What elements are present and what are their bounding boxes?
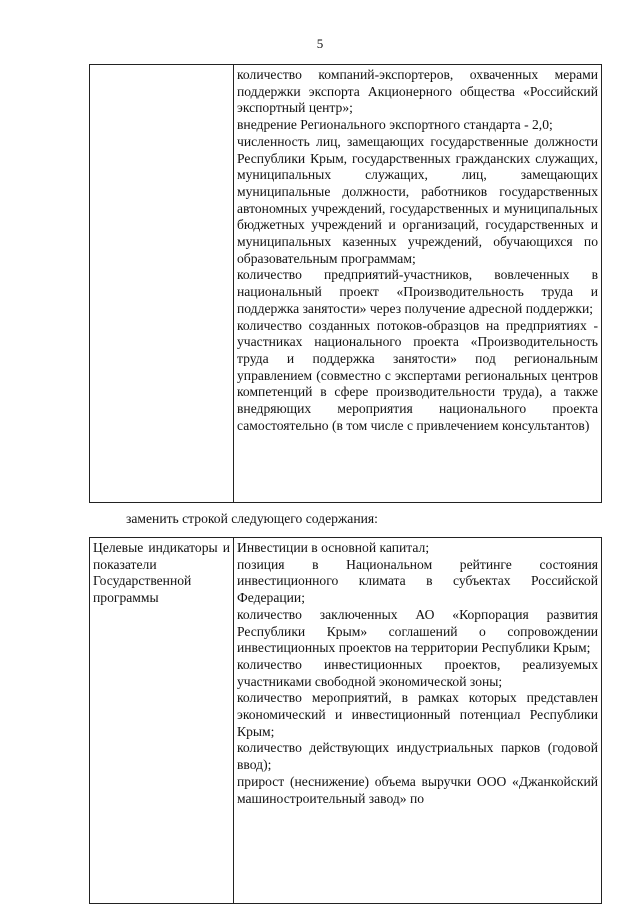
list-item: численность лиц, замещающих государственные должности Республики Крым, государственных гражданских служащих, муниципальных служащих, лиц, замещающих муниципальные должности, работников государственных автономных учреждений, государственных и муниципальных бюджетных учреждений и организаций, государственных и муниципальных казенных учреждений, обучающихся по образовательным программам;: [237, 133, 598, 266]
list-item: Инвестиции в основной капитал;: [237, 540, 430, 555]
replacement-statement: заменить строкой следующего содержания:: [126, 511, 378, 526]
list-item: количество мероприятий, в рамках которых представлен экономический и инвестиционный потенциал Республики Крым;: [237, 690, 598, 739]
list-item: количество компаний-экспортеров, охваченных мерами поддержки экспорта Акционерного общества «Российский экспортный центр»;: [237, 67, 598, 116]
table-row: [90, 65, 602, 503]
list-item: внедрение Регионального экспортного стандарта - 2,0;: [237, 117, 553, 133]
list-item: количество действующих индустриальных парков (годовой ввод);: [237, 740, 598, 773]
table-cell-label: [90, 65, 234, 503]
list-item: прирост (неснижение) объема выручки ООО «Джанкойский машиностроительный завод» по: [237, 773, 598, 806]
page-number: 5: [316, 36, 324, 51]
table-row: [90, 538, 602, 904]
indicators-table-old: [89, 64, 602, 503]
table-cell-content: [234, 65, 602, 503]
list-item: позиция в Национальном рейтинге состояния инвестиционного климата в субъектах Российской Федерации;: [237, 556, 598, 606]
list-item: количество созданных потоков-образцов на предприятиях - участниках национального проекта «Производительность труда и поддержка занятости» под региональным управлением (совместно с экспертами региональных центров компетенций в сфере производительности труда), а также внедряющих мероприятия национального проекта самостоятельно (в том числе с привлечением консультантов): [237, 317, 598, 433]
table-cell-label: [90, 538, 234, 904]
row-heading: Целевые индикаторы и показатели Государственной программы: [93, 540, 230, 606]
list-item: количество инвестиционных проектов, реализуемых участниками свободной экономической зоны;: [237, 656, 598, 689]
table-cell-content: [234, 538, 602, 904]
list-item: количество предприятий-участников, вовлеченных в национальный проект «Производительность труда и поддержка занятости» через получение адресной поддержки;: [237, 267, 598, 316]
list-item: количество заключенных АО «Корпорация развития Республики Крым» соглашений о сопровождении инвестиционных проектов на территории Республики Крым;: [237, 606, 598, 656]
indicators-table-new: [89, 537, 602, 904]
